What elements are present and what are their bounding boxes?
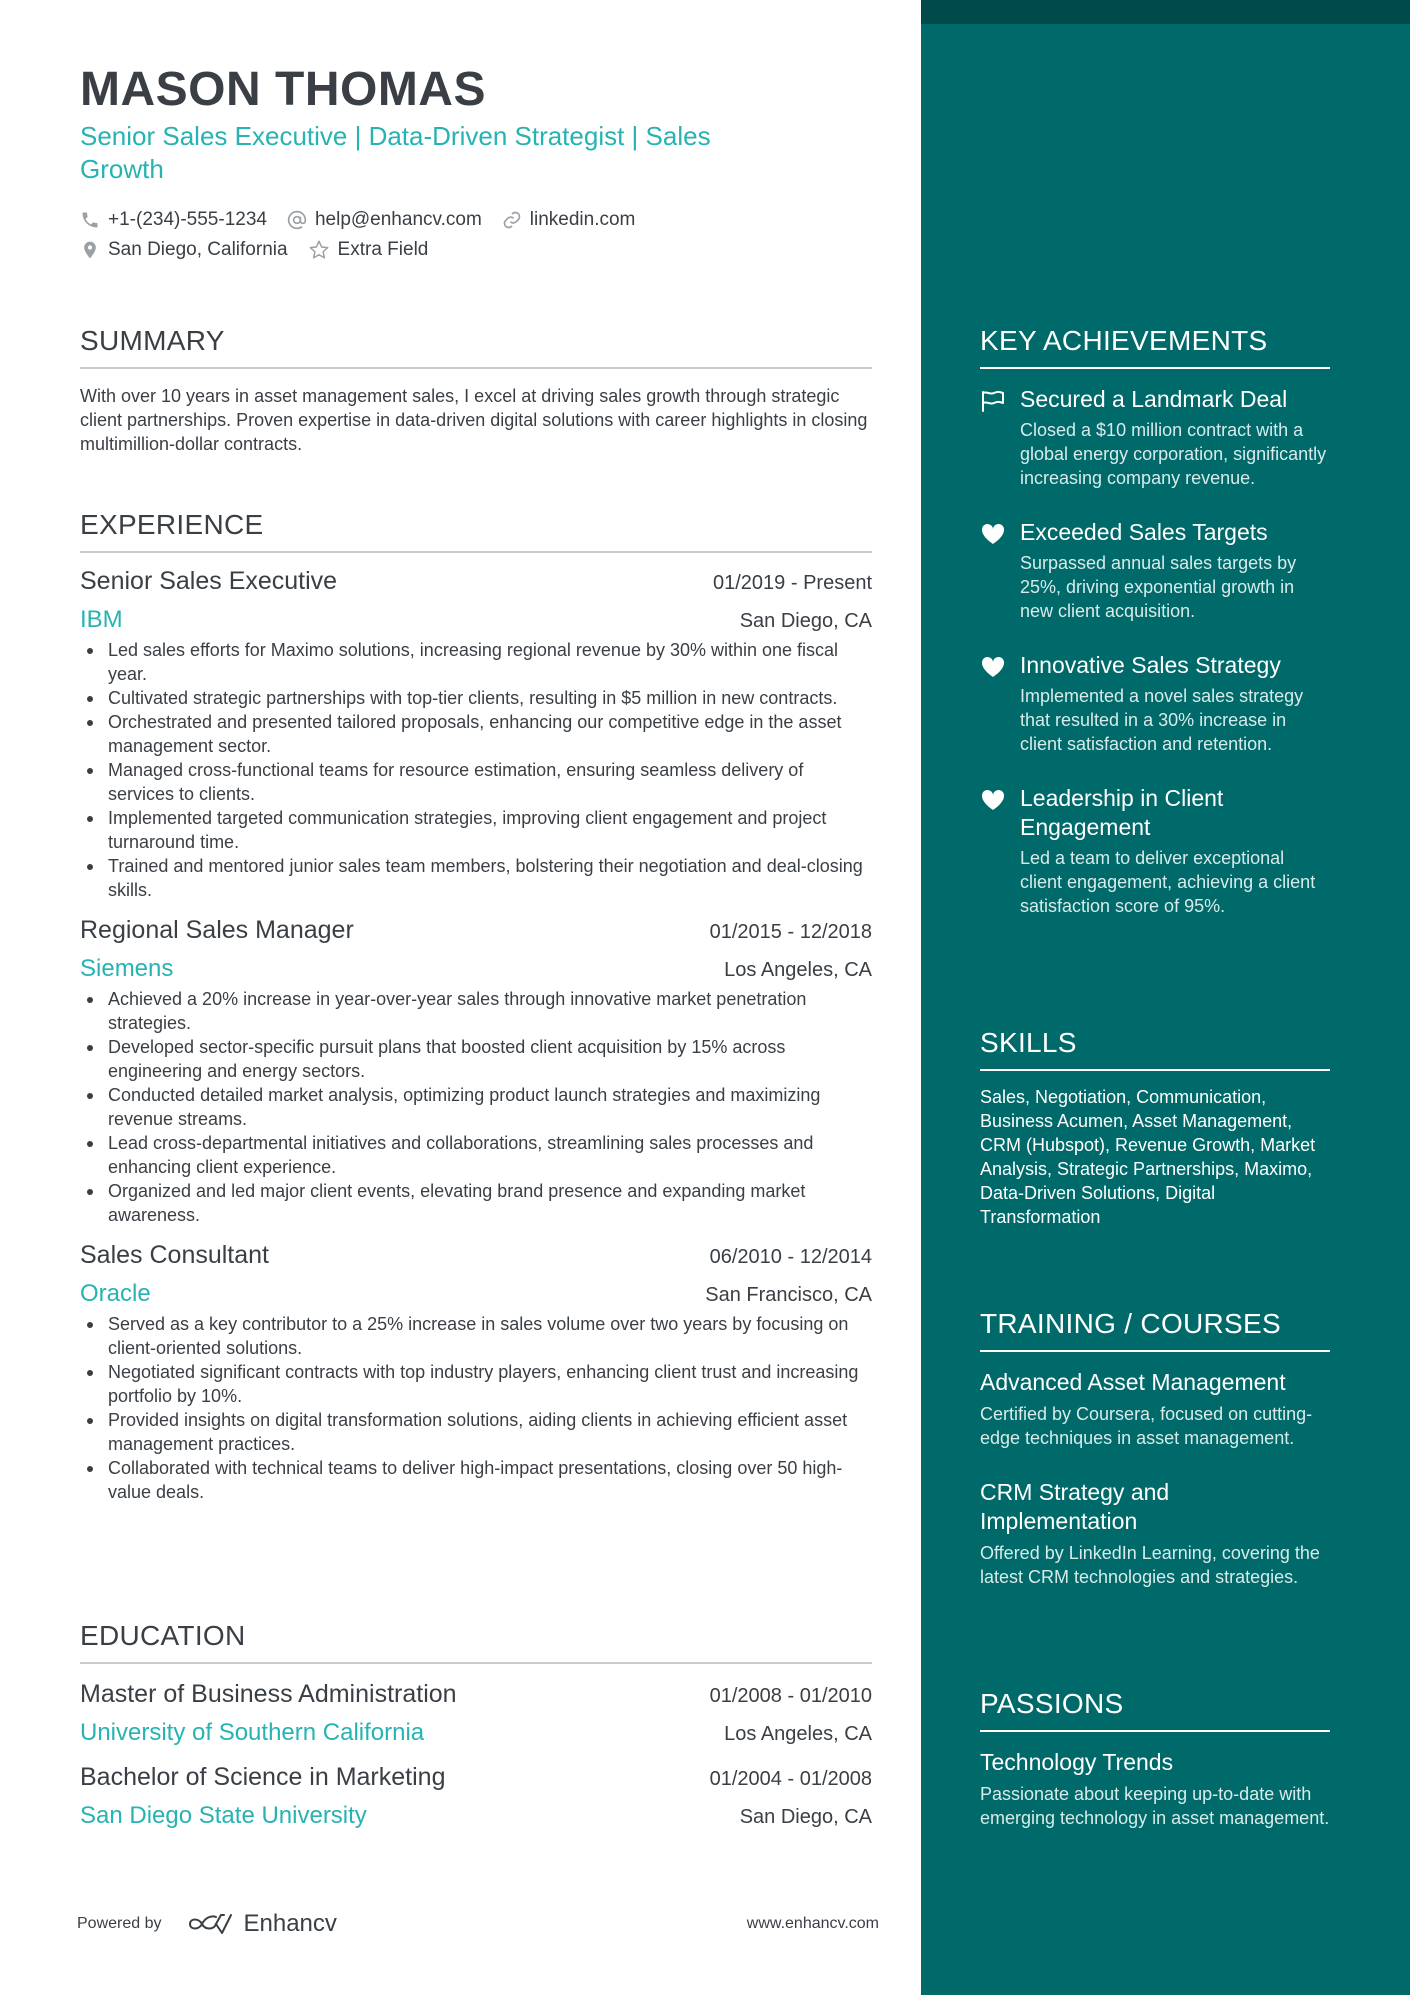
school-location: Los Angeles, CA [724,1723,872,1745]
heart-icon [980,522,1006,546]
school-name: University of Southern California [80,1719,425,1746]
education-section [80,1620,872,1830]
job-bullets [80,987,872,1227]
bullet-item: Achieved a 20% increase in year-over-year sales through innovative market penetration strategies. [80,987,872,1035]
job-title: Sales Consultant [80,1241,270,1269]
candidate-name: MASON THOMAS [80,63,486,116]
achievement-item [980,784,1330,918]
bullet-item: Conducted detailed market analysis, optimizing product launch strategies and maximizing revenue streams. [80,1083,872,1131]
bullet-item: Implemented targeted communication strategies, improving client engagement and project turnaround time. [80,806,872,854]
achievement-item [980,651,1330,756]
achievement-title: Secured a Landmark Deal [1020,386,1288,412]
passions-title: PASSIONS [980,1688,1124,1719]
job-location: Los Angeles, CA [724,959,872,981]
enhancv-logo[interactable] [188,1910,337,1938]
achievement-desc: Closed a $10 million contract with a global energy corporation, significantly increasing company revenue. [1020,420,1327,488]
job-location: San Francisco, CA [705,1284,872,1306]
location-pin-icon [80,240,100,260]
experience-section [80,509,872,1504]
bullet-item: Trained and mentored junior sales team members, bolstering their negotiation and deal-closing skills. [80,854,872,902]
headline: Senior Sales Executive | Data-Driven Strategist | Sales Growth [80,121,711,184]
course-desc: Certified by Coursera, focused on cutting-edge techniques in asset management. [980,1404,1313,1448]
brand-name: Enhancv [243,1910,337,1937]
at-icon [287,210,307,230]
heart-icon [980,788,1006,812]
email-text: help@enhancv.com [314,209,482,230]
flag-icon [980,389,1006,413]
link-icon [502,210,522,230]
education-dates: 01/2008 - 01/2010 [709,1685,872,1707]
skills-section [980,1027,1330,1229]
job-entry [80,567,872,902]
footer-url[interactable]: www.enhancv.com [746,1915,879,1932]
bullet-item: Collaborated with technical teams to deliver high-impact presentations, closing over 50 high-value deals. [80,1456,872,1504]
bullet-item: Provided insights on digital transformation solutions, aiding clients in achieving efficient asset management practices. [80,1408,872,1456]
company-name: Siemens [80,955,174,982]
bullet-item: Led sales efforts for Maximo solutions, increasing regional revenue by 30% within one fiscal year. [80,638,872,686]
contact-info [80,205,872,265]
bullet-item: Developed sector-specific pursuit plans that boosted client acquisition by 15% across engineering and energy sectors. [80,1035,872,1083]
summary-text: With over 10 years in asset management sales, I excel at driving sales growth through strategic client partnerships. Proven expertise in data-driven digital solutions with career highlights in closing multimillion-dollar contracts. [80,386,868,454]
bullet-item: Orchestrated and presented tailored proposals, enhancing our competitive edge in the asset management sector. [80,710,872,758]
company-name: IBM [80,606,123,633]
contact-phone[interactable] [80,209,267,231]
contact-linkedin[interactable] [502,209,636,231]
job-title: Senior Sales Executive [80,567,338,595]
training-divider [980,1350,1330,1352]
education-entry [80,1763,872,1830]
passion-title: Technology Trends [980,1749,1174,1775]
star-icon [308,239,330,261]
achievement-desc: Surpassed annual sales targets by 25%, driving exponential growth in new client acquisition. [1020,553,1297,621]
school-name: San Diego State University [80,1802,367,1829]
course-title: CRM Strategy and Implementation [980,1479,1170,1534]
education-dates: 01/2004 - 01/2008 [709,1768,872,1790]
job-bullets [80,1312,872,1504]
skills-divider [980,1069,1330,1071]
passion-desc: Passionate about keeping up-to-date with emerging technology in asset management. [980,1784,1330,1828]
job-dates: 01/2015 - 12/2018 [709,921,872,943]
summary-title: SUMMARY [80,325,225,356]
bullet-item: Lead cross-departmental initiatives and collaborations, streamlining sales processes and enhancing client experience. [80,1131,872,1179]
summary-section [80,325,872,456]
summary-divider [80,367,872,369]
job-entry [80,1241,872,1504]
contact-email[interactable] [287,209,482,231]
job-location: San Diego, CA [739,610,872,632]
course-title: Advanced Asset Management [980,1369,1286,1395]
experience-divider [80,551,872,553]
bullet-item: Organized and led major client events, elevating brand presence and expanding market awareness. [80,1179,872,1227]
job-title: Regional Sales Manager [80,916,354,944]
passion-item [980,1748,1330,1830]
degree-title: Bachelor of Science in Marketing [80,1763,446,1791]
extra-field-text: Extra Field [337,239,429,260]
company-name: Oracle [80,1280,151,1307]
job-dates: 06/2010 - 12/2014 [709,1246,872,1268]
skills-text: Sales, Negotiation, Communication, Business Acumen, Asset Management, CRM (Hubspot), Revenue Growth, Market Analysis, Strategic Partnerships, Maximo, Data-Driven Solutions, Digital Transformation [980,1087,1316,1227]
location-text: San Diego, California [108,239,288,260]
heart-icon [980,655,1006,679]
contact-location [80,239,288,261]
achievements-section [980,325,1330,918]
job-dates: 01/2019 - Present [713,572,872,594]
education-entry [80,1680,872,1747]
course-item [980,1478,1330,1589]
job-entry [80,916,872,1227]
phone-icon [80,210,100,230]
experience-title: EXPERIENCE [80,509,264,540]
linkedin-text: linkedin.com [529,209,636,230]
achievement-item [980,518,1330,623]
achievement-item [980,385,1330,490]
bullet-item: Managed cross-functional teams for resource estimation, ensuring seamless delivery of services to clients. [80,758,872,806]
degree-title: Master of Business Administration [80,1680,457,1708]
achievement-title: Leadership in Client Engagement [1020,785,1224,840]
bullet-item: Negotiated significant contracts with top industry players, enhancing client trust and increasing portfolio by 10%. [80,1360,872,1408]
passions-divider [980,1730,1330,1732]
powered-by-text: Powered by [77,1915,162,1932]
skills-title: SKILLS [980,1027,1077,1058]
bullet-item: Cultivated strategic partnerships with top-tier clients, resulting in $5 million in new contracts. [80,686,872,710]
enhancv-logo-icon [188,1912,234,1936]
achievements-divider [980,367,1330,369]
achievements-title: KEY ACHIEVEMENTS [980,325,1268,356]
achievement-title: Innovative Sales Strategy [1020,652,1281,678]
bullet-item: Served as a key contributor to a 25% increase in sales volume over two years by focusing on client-oriented solutions. [80,1312,872,1360]
education-title: EDUCATION [80,1620,246,1651]
phone-text: +1-(234)-555-1234 [108,209,267,230]
school-location: San Diego, CA [739,1806,872,1828]
training-title: TRAINING / COURSES [980,1308,1281,1339]
achievement-title: Exceeded Sales Targets [1020,519,1268,545]
achievement-desc: Implemented a novel sales strategy that resulted in a 30% increase in client satisfaction and retention. [1020,686,1304,754]
footer [77,1910,879,1938]
contact-extra [308,239,429,261]
sidebar-top-bar [921,0,1410,24]
training-section [980,1308,1330,1589]
education-divider [80,1662,872,1664]
passions-section [980,1688,1330,1830]
achievement-desc: Led a team to deliver exceptional client engagement, achieving a client satisfaction score of 95%. [1020,848,1316,916]
job-bullets [80,638,872,902]
course-desc: Offered by LinkedIn Learning, covering the latest CRM technologies and strategies. [980,1543,1320,1587]
course-item [980,1368,1330,1450]
